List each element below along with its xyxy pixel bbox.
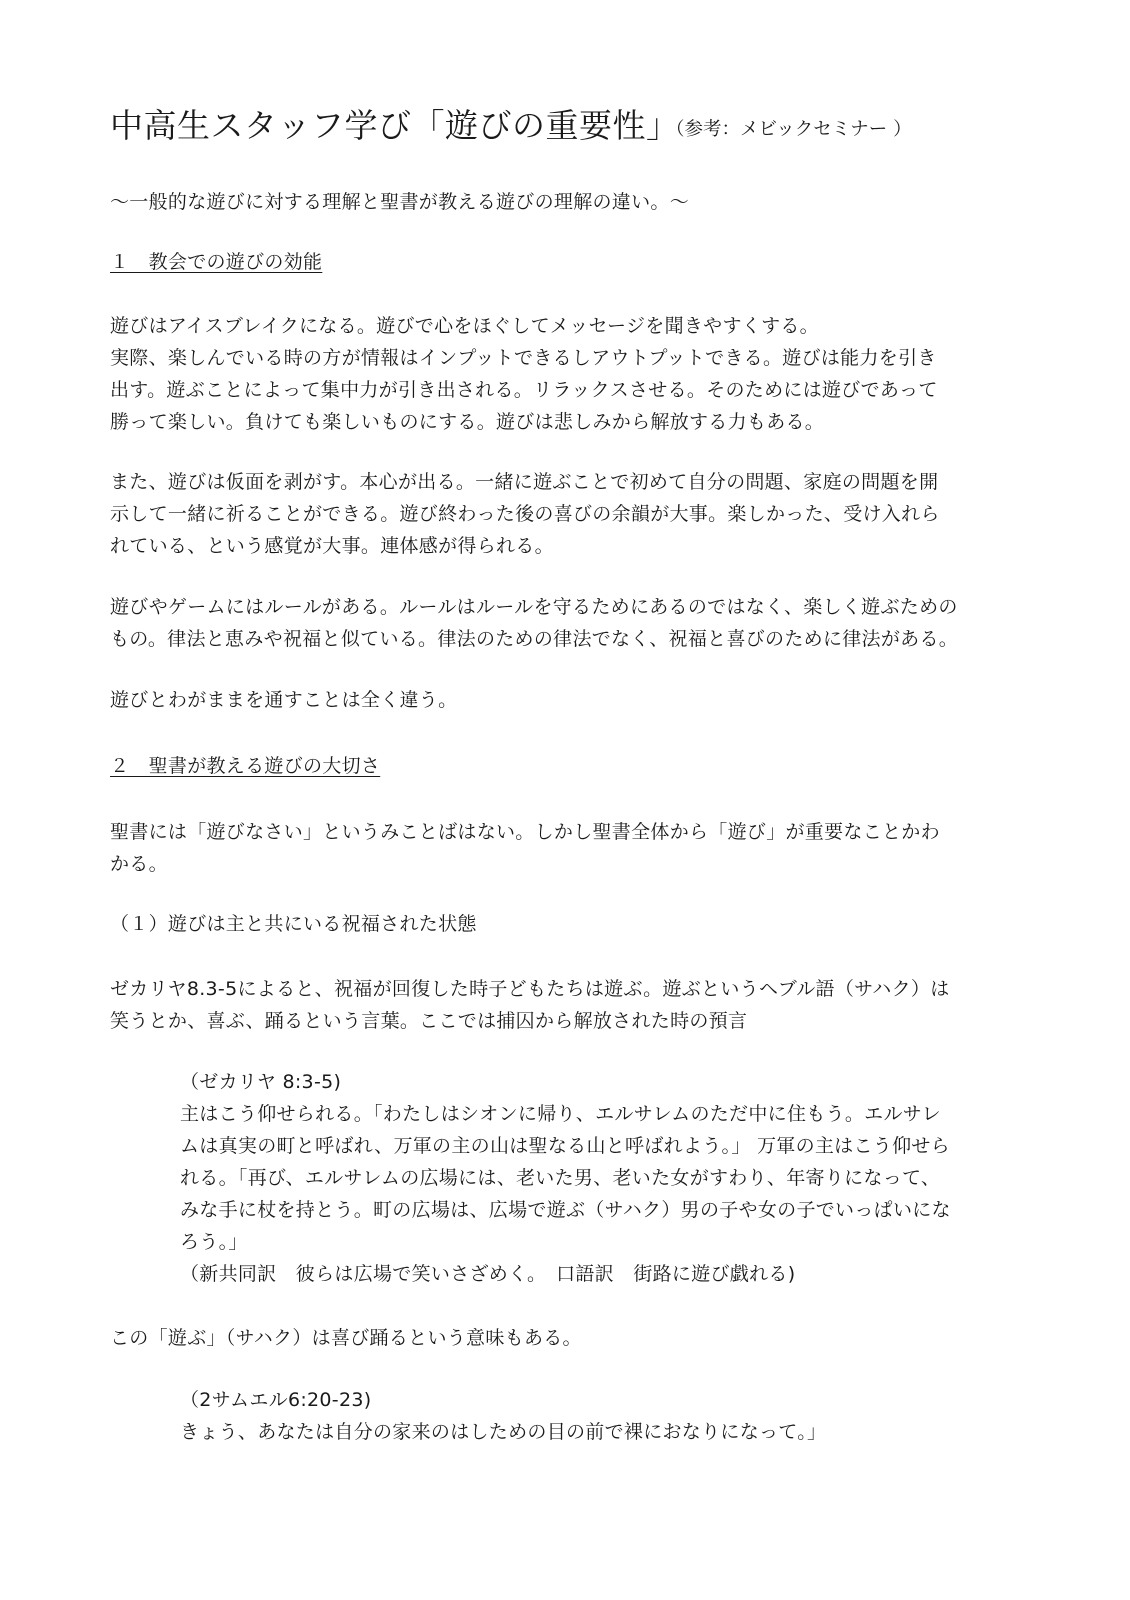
section1-heading: [110, 246, 322, 278]
paragraph-line: 遊びとわがままを通すことは全く違う。: [110, 689, 458, 711]
subtitle-text: 〜一般的な遊びに対する理解と聖書が教える遊びの理解の違い。〜: [110, 191, 690, 213]
title-reference-note: （参考：メビックセミナー ）: [666, 119, 912, 140]
quote-line: れる。「再び、エルサレムの広場には、老いた男、老いた女がすわり、年寄りになって、: [180, 1167, 941, 1189]
quote-line: ムは真実の町と呼ばれ、万軍の主の山は聖なる山と呼ばれよう。」 万軍の主はこう仰せら: [180, 1135, 950, 1157]
subtitle: [110, 186, 689, 218]
section2-heading-text: ２ 聖書が教える遊びの大切さ: [110, 755, 381, 777]
paragraph-line: 遊びやゲームにはルールがある。ルールはルールを守るためにあるのではなく、楽しく遊ぶための: [110, 596, 958, 618]
scripture-quote-zechariah: [180, 1066, 951, 1290]
paragraph-line: 笑うとか、喜ぶ、踊るという言葉。ここでは捕囚から解放された時の預言: [110, 1010, 748, 1032]
section1-paragraph-4: [110, 684, 457, 716]
paragraph-line: 聖書には「遊びなさい」というみことばはない。しかし聖書全体から「遊び」が重要なことかわ: [110, 821, 940, 843]
section2-subheading-1: [110, 908, 477, 940]
paragraph-line: ゼカリヤ8.3-5によると、祝福が回復した時子どもたちは遊ぶ。遊ぶというヘブル語（サハク）は: [110, 978, 950, 1000]
section2-paragraph-2: [110, 973, 950, 1037]
quote-line: きょう、あなたは自分の家来のはしための目の前で裸におなりになって。」: [180, 1421, 827, 1443]
paragraph-line: 勝って楽しい。負けても楽しいものにする。遊びは悲しみから解放する力もある。: [110, 411, 825, 433]
paragraph-line: かる。: [110, 853, 168, 875]
paragraph-line: 示して一緒に祈ることができる。遊び終わった後の喜びの余韻が大事。楽しかった、受け入れら: [110, 503, 940, 525]
paragraph-line: また、遊びは仮面を剥がす。本心が出る。一緒に遊ぶことで初めて自分の問題、家庭の問題を開: [110, 471, 939, 493]
paragraph-line: 出す。遊ぶことによって集中力が引き出される。リラックスさせる。そのためには遊びであって: [110, 379, 938, 401]
quote-line: ろう。」: [180, 1231, 248, 1253]
paragraph-line: れている、という感覚が大事。連体感が得られる。: [110, 535, 554, 557]
quote-line: （新共同訳 彼らは広場で笑いさざめく。 口語訳 街路に遊び戯れる): [180, 1263, 796, 1285]
section1-paragraph-3: [110, 591, 958, 655]
section2-paragraph-1: [110, 816, 940, 880]
section1-paragraph-2: [110, 466, 940, 562]
section1-heading-text: １ 教会での遊びの効能: [110, 251, 323, 273]
quote-line: （ゼカリヤ 8:3-5): [180, 1071, 342, 1093]
subheading-text: （１）遊びは主と共にいる祝福された状態: [110, 913, 477, 935]
section1-paragraph-1: [110, 310, 938, 438]
section2-heading: [110, 750, 380, 782]
quote-line: みな手に杖を持とう。町の広場は、広場で遊ぶ（サハク）男の子や女の子でいっぱいにな: [180, 1199, 951, 1221]
paragraph-line: この「遊ぶ」（サハク）は喜び踊るという意味もある。: [110, 1327, 582, 1349]
paragraph-line: 遊びはアイスブレイクになる。遊びで心をほぐしてメッセージを聞きやすくする。: [110, 315, 819, 337]
quote-line: 主はこう仰せられる。「わたしはシオンに帰り、エルサレムのただ中に住もう。エルサレ: [180, 1103, 941, 1125]
quote-line: （2サムエル6:20-23): [180, 1389, 372, 1411]
paragraph-line: もの。律法と恵みや祝福と似ている。律法のための律法でなく、祝福と喜びのために律法がある。: [110, 628, 959, 650]
document-title: 中高生スタッフ学び「遊びの重要性」: [110, 106, 680, 145]
scripture-quote-samuel: [180, 1384, 826, 1448]
paragraph-line: 実際、楽しんでいる時の方が情報はインプットできるしアウトプットできる。遊びは能力を引き: [110, 347, 937, 369]
section2-paragraph-3: [110, 1322, 582, 1354]
